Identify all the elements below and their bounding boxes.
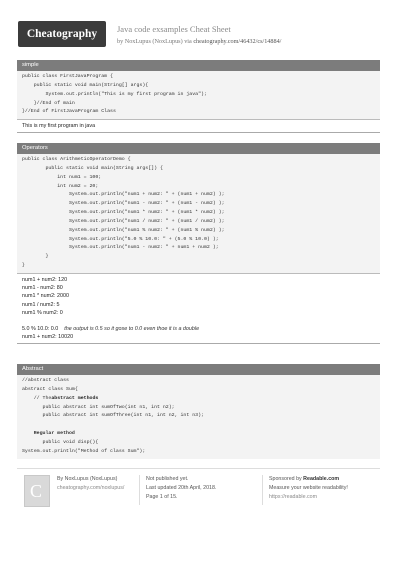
sheet-link[interactable]: cheatography.com/46432/cs/14884/ — [193, 38, 282, 45]
output-block — [17, 120, 380, 132]
section-heading: Abstract — [17, 364, 380, 375]
bold-fragment: abstract methods — [51, 395, 99, 401]
code-block — [17, 154, 380, 274]
output-text: 5.0 % 10.0: 0.0 — [22, 326, 59, 333]
comment-text: // The — [22, 395, 52, 401]
code-line: public abstract int sumOfTwo(int n1, int n2); — [22, 404, 175, 410]
code-line: public class FirstJavaProgram { — [22, 74, 113, 79]
code-line: } — [22, 263, 25, 269]
code-line: public void disp(){ — [22, 439, 99, 445]
code-block — [17, 71, 380, 120]
code-line: System.out.println("num1 - num2: " + (num1 - num2) ); — [22, 201, 225, 207]
header — [0, 0, 400, 56]
published-status: Not published yet. — [146, 476, 189, 482]
code-line: System.out.println("num1 % num2: " + (num1 % num2) ); — [22, 227, 225, 233]
code-line: //abstract class — [22, 378, 69, 383]
output-line: num1 + num2: 10020 — [22, 334, 74, 341]
code-line: abstract class Sum{ — [22, 386, 78, 392]
footer-sponsor — [269, 475, 348, 502]
code-line: System.out.println("num1 + num2: " + (num1 + num2) ); — [22, 192, 225, 198]
byline-prefix: by — [117, 38, 125, 45]
code-line: Regular method — [22, 431, 75, 437]
code-line: } — [22, 254, 49, 260]
footer-author-name[interactable]: By NoxLupus (NoxLupus) — [57, 476, 118, 482]
sponsor-url[interactable]: https://readable.com — [269, 494, 317, 500]
sponsor-link[interactable]: Readable.com — [303, 476, 340, 482]
output-line: num1 + num2: 120 — [22, 276, 68, 283]
output-note: the output is 0.5 so it gose to 0.0 even thoe it is a double — [64, 326, 200, 333]
code-line: System.out.println("num1 - num2: " + num1 + num2 ); — [22, 245, 219, 251]
code-line: }//End of main — [22, 100, 75, 106]
sponsor-prefix: Sponsored by — [269, 476, 304, 482]
code-line: public abstract int sumOfThree(int n1, int n2, int n3); — [22, 413, 204, 419]
code-line: public static void main(String args[]) { — [22, 165, 163, 171]
output-block — [17, 274, 380, 344]
output-line-with-note — [22, 325, 380, 333]
output-line: num1 / num2: 5 — [22, 301, 60, 308]
code-line: int num2 = 20; — [22, 183, 99, 189]
footer-meta — [146, 475, 216, 502]
author-avatar[interactable] — [24, 475, 50, 507]
footer-author — [57, 475, 124, 493]
last-updated: Last updated 20th April, 2018. — [146, 485, 217, 491]
code-line: System.out.println("num1 * num2: " + (num1 * num2) ); — [22, 210, 225, 216]
footer-divider — [262, 475, 263, 505]
author-name: NoxLupus (NoxLupus) — [124, 38, 183, 45]
page-title: Java code exsamples Cheat Sheet — [117, 24, 231, 34]
output-line: num1 % num2: 0 — [22, 309, 63, 316]
output-line: This is my first program in java — [22, 123, 96, 130]
section-heading: simple — [17, 60, 380, 71]
byline-via: via — [182, 38, 194, 45]
output-spacer — [22, 317, 380, 325]
byline — [117, 38, 281, 45]
section-abstract — [17, 364, 380, 459]
page-number: Page 1 of 15. — [146, 494, 178, 500]
code-line: }//End of FirstJavaProgram Class — [22, 109, 116, 115]
code-line: System.out.println("This is my first program in java"); — [22, 91, 207, 97]
avatar-letter: C — [30, 481, 43, 501]
code-line: int num1 = 100; — [22, 174, 102, 180]
footer-author-link[interactable]: cheatography.com/noxlupus/ — [57, 485, 125, 491]
sponsor-tagline: Measure your website readability! — [269, 485, 348, 491]
section-simple — [17, 60, 380, 133]
footer — [17, 468, 380, 509]
code-line: public static void main(String[] args){ — [22, 82, 149, 88]
output-line: num1 - num2: 80 — [22, 285, 63, 292]
code-line: public class ArithmeticOperatorDemo { — [22, 157, 131, 162]
footer-divider — [139, 475, 140, 505]
code-line — [22, 421, 380, 430]
section-operators — [17, 143, 380, 344]
section-heading: Operators — [17, 143, 380, 154]
sponsor-line — [269, 475, 348, 484]
code-line: System.out.println("num1 / num2: " + (num1 / num2) ); — [22, 218, 225, 224]
code-line: System.out.println("5.0 % 10.0: " + (5.0 % 10.0) ); — [22, 236, 219, 242]
output-line: num1 * num2: 2000 — [22, 293, 70, 300]
code-line-comment — [22, 395, 380, 404]
code-block — [17, 375, 380, 459]
cheatography-logo[interactable]: Cheatography — [18, 21, 106, 47]
code-line: System.out.println("Method of class Sum"); — [22, 448, 146, 454]
